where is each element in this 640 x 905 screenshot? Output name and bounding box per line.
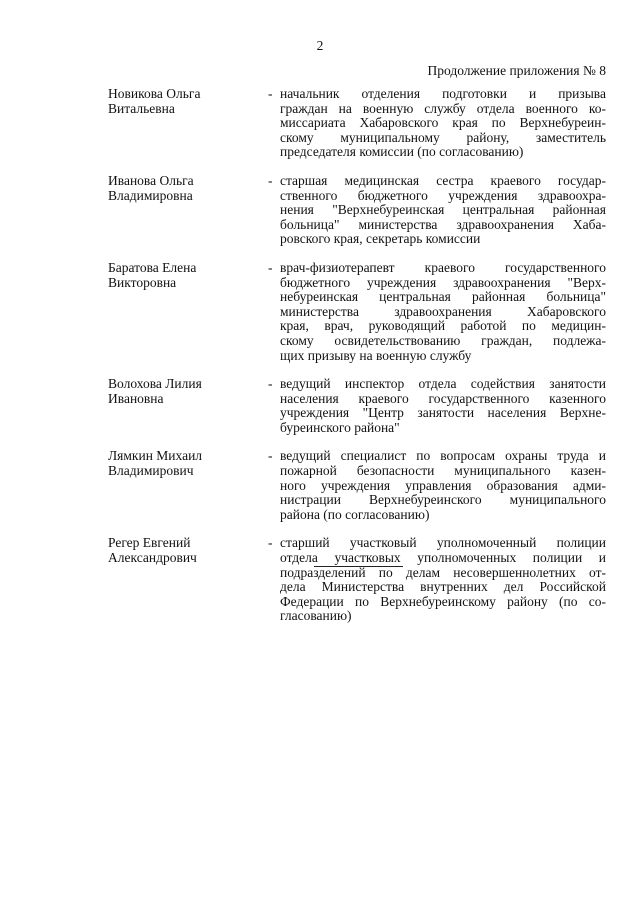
member-role-line: ственного бюджетного учреждения здравоохра- — [280, 187, 606, 203]
member-name-line: Ивановна — [108, 390, 164, 406]
member-role-line: гласованию) — [280, 608, 352, 624]
member-role-line: нистрации Верхнебуреинского муниципального — [280, 492, 606, 508]
appendix-note: Продолжение приложения № 8 — [427, 63, 606, 78]
member-role-line: небуреинская центральная районная больница" — [280, 289, 606, 305]
member-name — [108, 87, 268, 116]
member-name-line: Новикова Ольга — [108, 86, 201, 101]
member-name-line: Иванова Ольга — [108, 172, 194, 188]
member-name-line: Баратова Елена — [108, 259, 197, 275]
member-role-line: подразделений по делам несовершеннолетних от- — [280, 564, 606, 580]
member-role-line: врач-физиотерапевт краевого государственного — [280, 259, 606, 275]
member-role-line: ного учреждения управления образования адми- — [280, 477, 606, 493]
member-role — [280, 174, 606, 247]
member-name — [108, 261, 268, 290]
member-entry — [108, 174, 606, 247]
member-role-line: пожарной безопасности муниципального казен- — [280, 463, 606, 479]
member-role-line: учреждения "Центр занятости населения Верхне- — [280, 405, 606, 421]
member-name-line: Владимировна — [108, 187, 193, 203]
member-role-line: района (по согласованию) — [280, 506, 430, 522]
member-dash: - — [268, 535, 273, 551]
member-dash: - — [268, 86, 273, 101]
member-role-line: ведущий инспектор отдела содействия занятости — [280, 376, 606, 392]
member-role-line: больница" министерства здравоохранения Хаба- — [280, 216, 606, 232]
member-role-line: ровского края, секретарь комиссии — [280, 231, 481, 247]
commission-members-list — [108, 87, 606, 638]
page-number: 2 — [316, 38, 324, 53]
member-role-line: министерства здравоохранения Хабаровского — [280, 303, 606, 319]
member-role — [280, 449, 606, 522]
member-entry — [108, 87, 606, 160]
member-role-line: дела Министерства внутренних дел Российской — [280, 579, 606, 595]
member-role — [280, 87, 606, 160]
member-name-line: Александрович — [108, 550, 197, 566]
member-role-line: буреинского района" — [280, 419, 400, 435]
member-entry — [108, 536, 606, 624]
member-name-line: Викторовна — [108, 274, 177, 290]
member-role-line: ведущий специалист по вопросам охраны труда и — [280, 448, 606, 464]
end-rule — [314, 566, 403, 567]
member-name — [108, 174, 268, 203]
member-name-line: Лямкин Михаил — [108, 448, 203, 464]
member-entry — [108, 261, 606, 363]
member-dash: - — [268, 172, 273, 188]
member-name — [108, 536, 268, 565]
member-role-line: начальник отделения подготовки и призыва — [280, 86, 606, 101]
member-role-line: председателя комиссии (по согласованию) — [280, 144, 524, 160]
member-role-line: Федерации по Верхнебуреинскому району (по со- — [280, 593, 606, 609]
member-dash: - — [268, 448, 273, 464]
member-dash: - — [268, 376, 273, 392]
member-name — [108, 449, 268, 478]
member-role-line: щих призыву на военную службу — [280, 347, 472, 363]
member-role-line: старший участковый уполномоченный полиции — [280, 535, 606, 551]
member-name-line: Волохова Лилия — [108, 376, 202, 392]
member-role-line: миссариата Хабаровского края по Верхнебуреин- — [280, 115, 606, 131]
member-role-line: края, врач, руководящий работой по медицин- — [280, 318, 606, 334]
member-entry — [108, 377, 606, 435]
member-role — [280, 536, 606, 624]
member-role-line: населения краевого государственного казенного — [280, 390, 606, 406]
member-name-line: Владимирович — [108, 463, 194, 479]
member-dash: - — [268, 259, 273, 275]
member-role — [280, 261, 606, 363]
member-role-line: бюджетного учреждения здравоохранения "Верх- — [280, 274, 606, 290]
member-role-line: скому муниципальному району, заместитель — [280, 129, 606, 145]
member-entry — [108, 449, 606, 522]
member-name-line: Витальевна — [108, 100, 175, 116]
member-name — [108, 377, 268, 406]
member-role-line: скому освидетельствованию граждан, подлежа- — [280, 332, 606, 348]
member-role-line: отдела участковых уполномоченных полиции и — [280, 550, 606, 566]
member-name-line: Регер Евгений — [108, 535, 191, 551]
member-role-line: граждан на военную службу отдела военного ко- — [280, 100, 606, 116]
member-role-line: нения "Верхнебуреинская центральная районная — [280, 202, 606, 218]
member-role-line: старшая медицинская сестра краевого государ- — [280, 172, 606, 188]
member-role — [280, 377, 606, 435]
